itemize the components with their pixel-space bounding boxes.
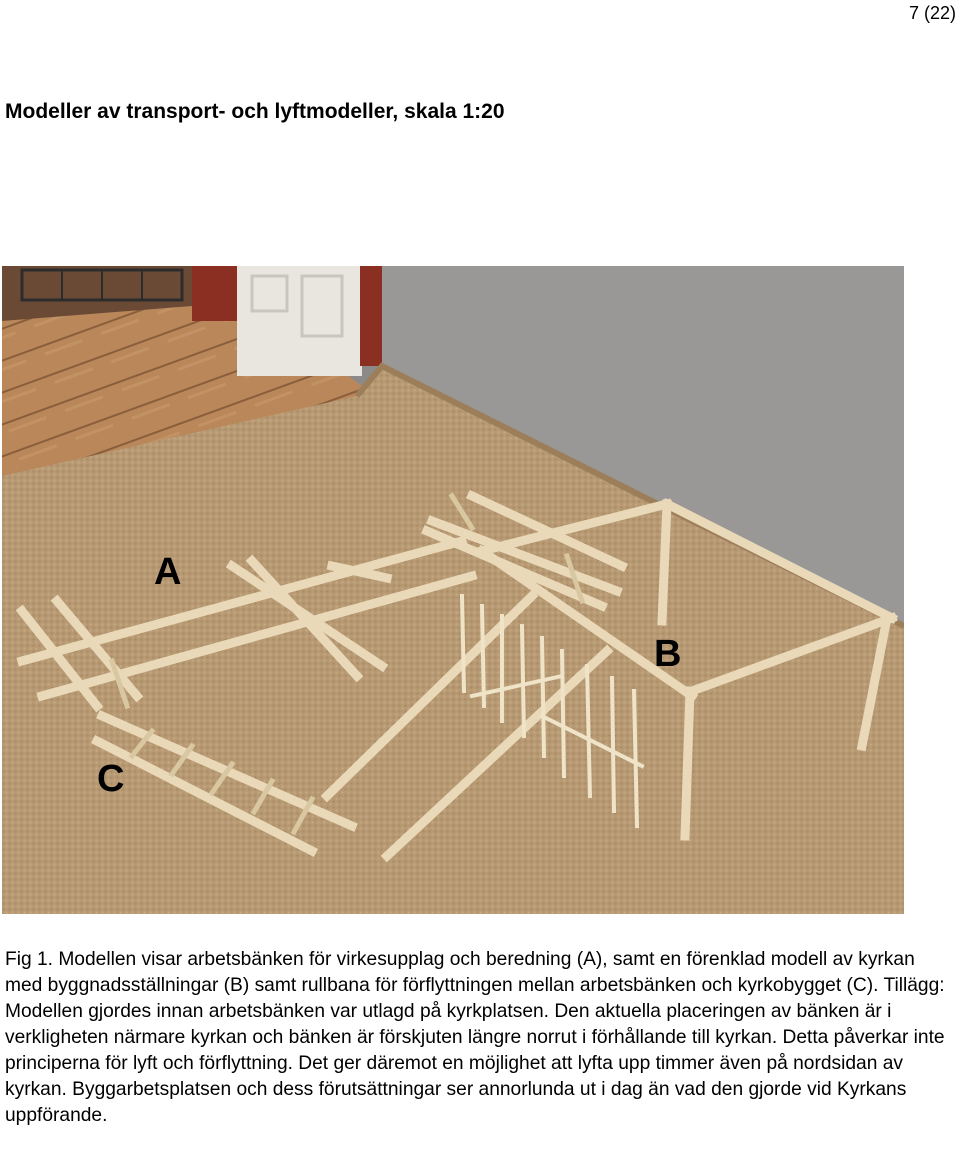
- label-a: A: [154, 551, 182, 593]
- room-background: [2, 266, 904, 914]
- label-c: C: [97, 758, 125, 800]
- page-number: 7 (22): [908, 3, 956, 23]
- label-b: B: [654, 633, 682, 675]
- figure-caption: Fig 1. Modellen visar arbetsbänken för virkesupplag och beredning (A), samt en förenklad modell av kyrkan med byggnadsställningar (B) samt rullbana för förflyttningen mellan arbetsbänken och kyrkobygget (C). Tillägg: Modellen gjordes innan arbetsbänken var utlagd på kyrkplatsen. Den aktuella placeringen av bänken är i verkligheten närmare kyrkan och bänken är förskjuten längre norrut i förhållande till kyrkan. Detta påverkar inte principerna för lyft och förflyttning. Det ger däremot en möjlighet att lyfta upp timmer även på nordsidan av kyrkan. Byggarbetsplatsen och dess förutsättningar ser annorlunda ut i dag än vad den gjorde vid Kyrkans uppförande.: [5, 949, 945, 1126]
- page-heading: Modeller av transport- och lyftmodeller, skala 1:20: [5, 100, 505, 123]
- model-photo: [2, 266, 904, 914]
